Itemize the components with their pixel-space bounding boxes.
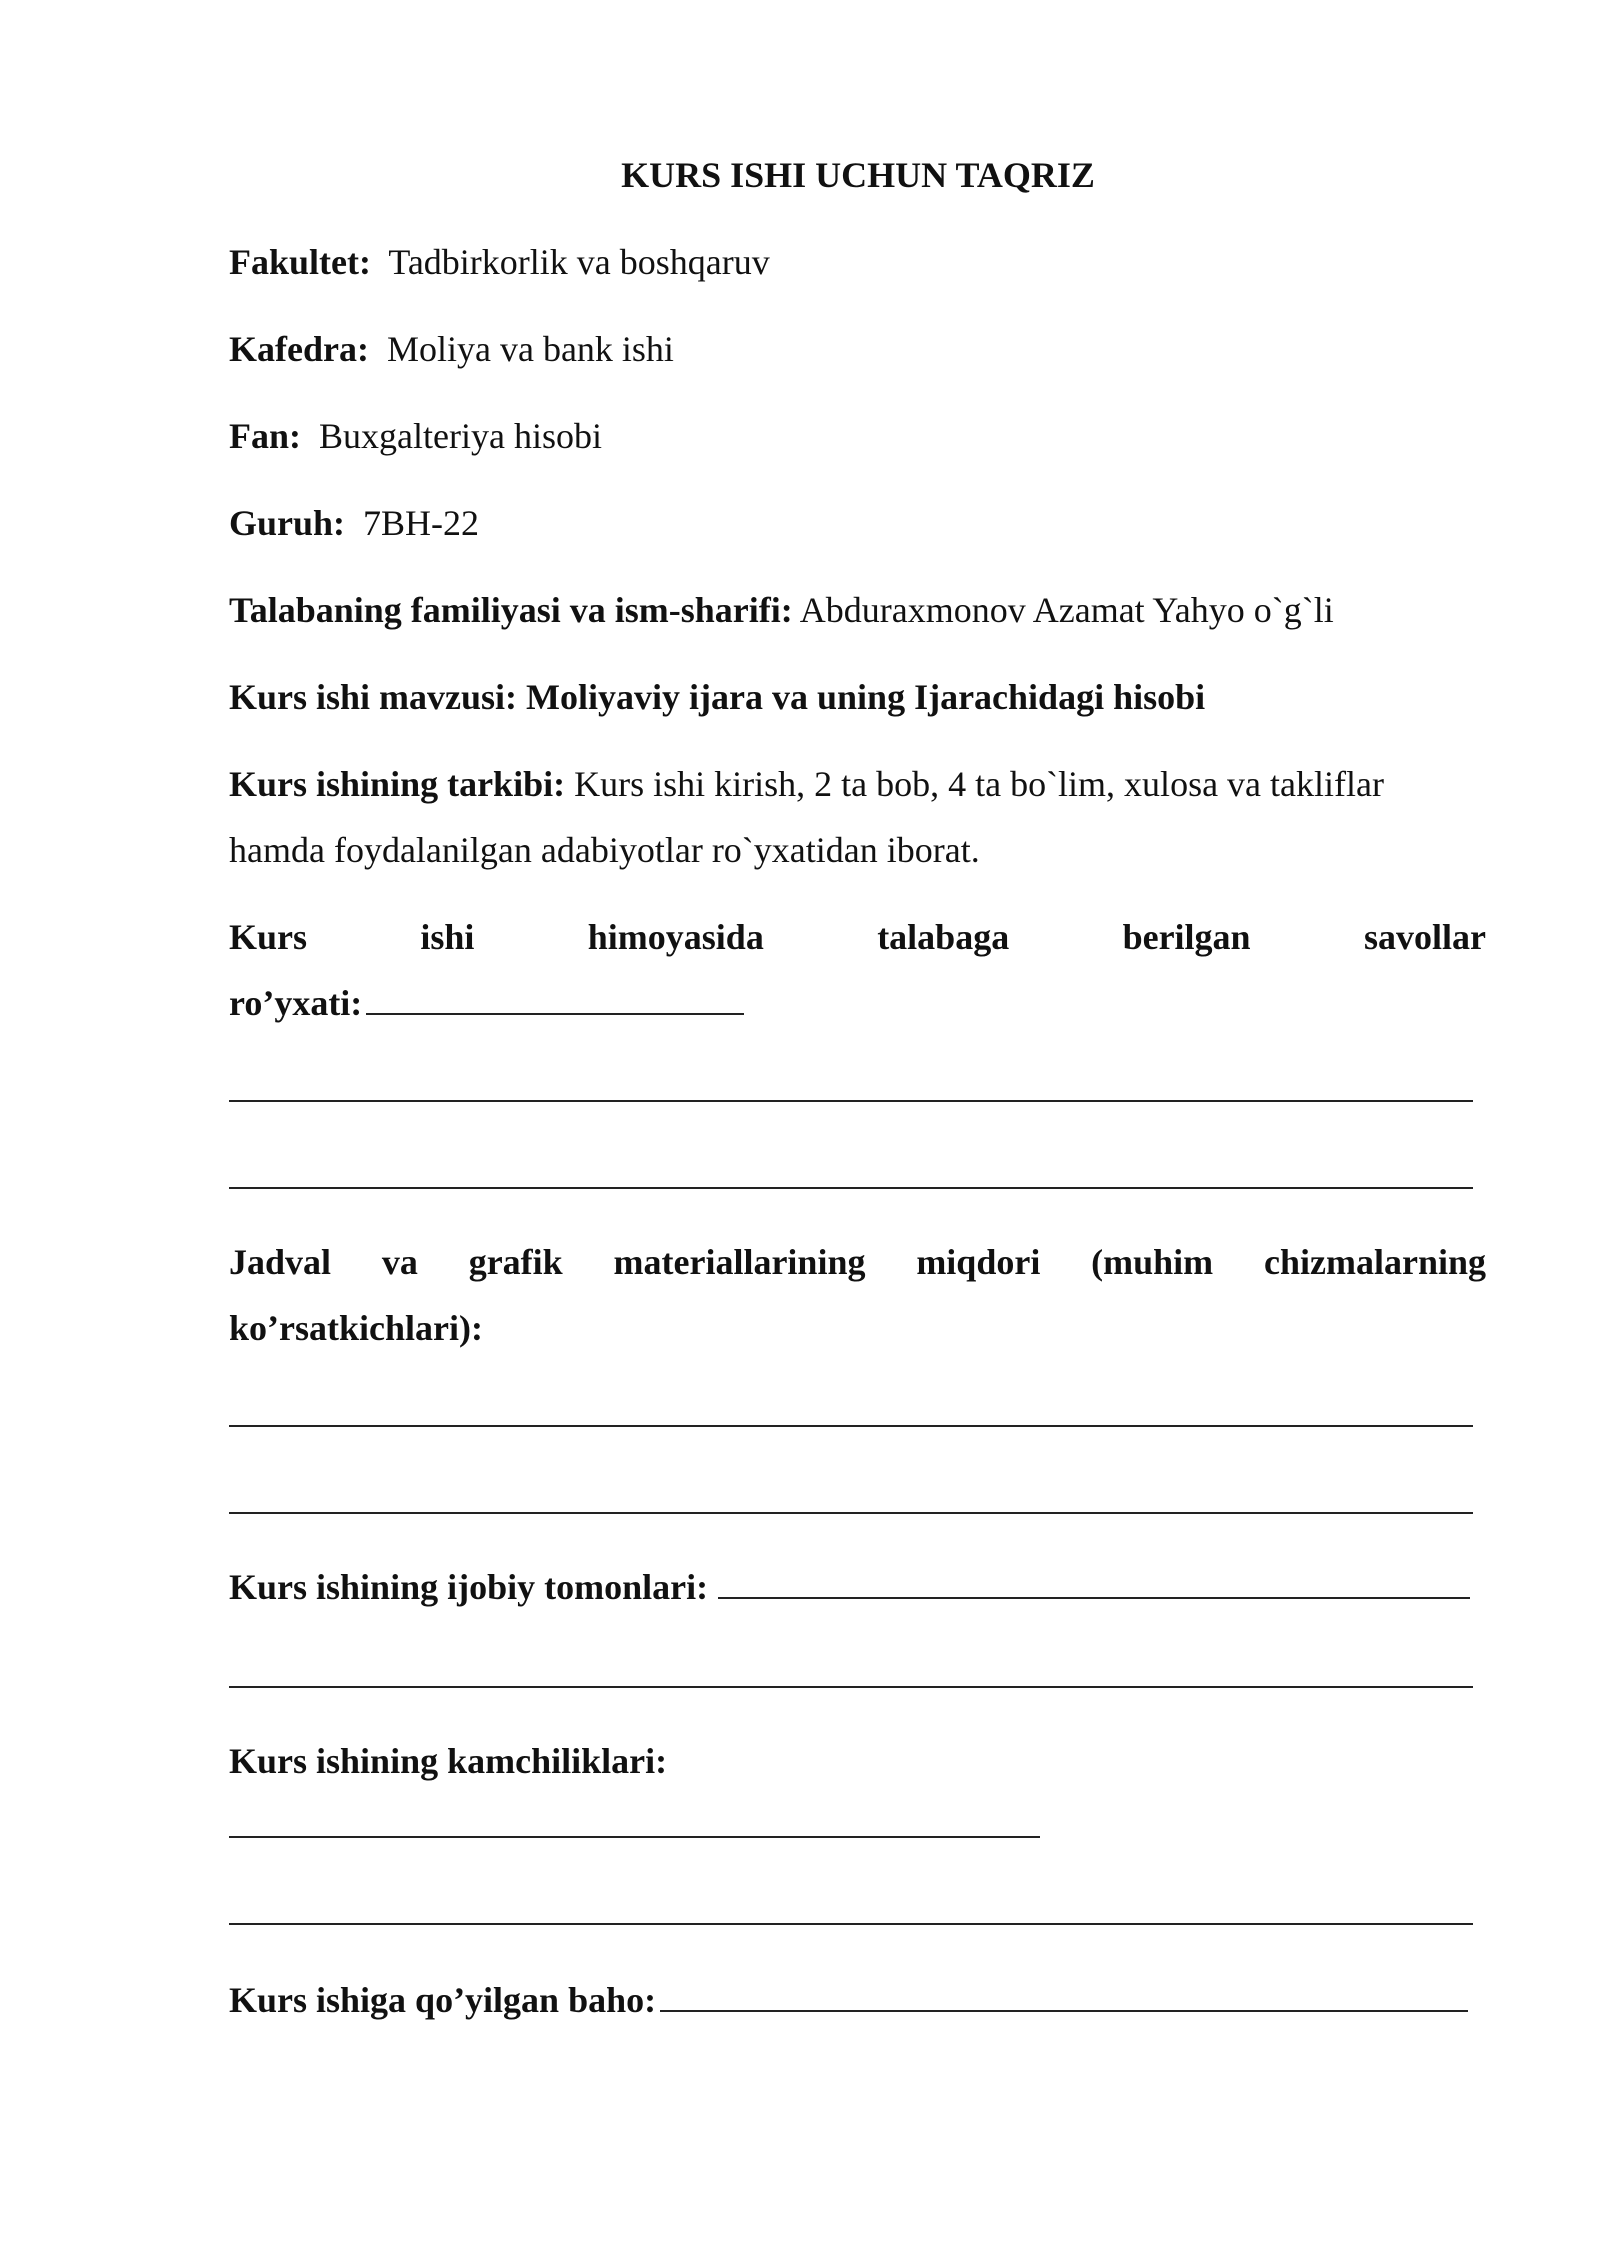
talaba-label: Talabaning familiyasi va ism-sharifi: [229,590,793,630]
jadval-word: Jadval [229,1242,332,1282]
tarkib-value-line1: Kurs ishi kirish, 2 ta bob, 4 ta bo`lim, xulosa va takliflar [574,764,1384,804]
ijobiy-blank-line[interactable] [229,1686,1473,1688]
field-kafedra [229,327,674,371]
guruh-value: 7BH-22 [363,503,480,543]
fan-label: Fan: [229,416,301,456]
document-title: KURS ISHI UCHUN TAQRIZ [621,155,1095,195]
savollar-label-end: ro’yxati: [229,983,363,1023]
field-talaba [229,588,1334,632]
jadval-word: (muhim [1091,1242,1214,1282]
tarkib-value-line2: hamda foydalanilgan adabiyotlar ro`yxatidan iborat. [229,830,980,870]
kamchilik-row [229,1739,667,1783]
field-fan [229,414,602,458]
field-mavzu [229,675,1205,719]
savollar-word: ishi [420,917,475,957]
jadval-blank-line-2[interactable] [229,1512,1473,1514]
jadval-word: miqdori [916,1242,1041,1282]
jadval-word: grafik [468,1242,563,1282]
ijobiy-label: Kurs ishining ijobiy tomonlari: [229,1567,709,1607]
ijobiy-row [229,1565,1470,1609]
jadval-line2 [229,1306,483,1350]
savollar-answer-line[interactable] [366,985,744,1015]
kafedra-label: Kafedra: [229,329,369,369]
kamchilik-answer-line[interactable] [229,1836,1040,1838]
tarkib-continuation [229,828,980,872]
kafedra-value: Moliya va bank ishi [386,329,674,369]
savollar-line2 [229,981,744,1025]
savollar-word: berilgan [1122,917,1251,957]
savollar-word: savollar [1363,917,1486,957]
baho-answer-line[interactable] [660,1982,1468,2012]
jadval-word: chizmalarning [1264,1242,1486,1282]
savollar-heading [229,915,1486,959]
tarkib-label: Kurs ishining tarkibi: [229,764,566,804]
guruh-label: Guruh: [229,503,346,543]
mavzu-label: Kurs ishi mavzusi: [229,677,518,717]
jadval-word: va [381,1242,418,1282]
field-fakultet [229,240,770,284]
mavzu-value: Moliyaviy ijara va uning Ijarachidagi hisobi [526,677,1206,717]
jadval-word: materiallarining [613,1242,866,1282]
jadval-blank-line-1[interactable] [229,1425,1473,1427]
baho-label: Kurs ishiga qo’yilgan baho: [229,1980,657,2020]
savollar-word: himoyasida [587,917,764,957]
field-guruh [229,501,479,545]
jadval-label-end: ko’rsatkichlari): [229,1308,483,1348]
fakultet-label: Fakultet: [229,242,371,282]
jadval-heading [229,1240,1486,1284]
kamchilik-label: Kurs ishining kamchiliklari: [229,1741,668,1781]
savollar-blank-line-1[interactable] [229,1100,1473,1102]
baho-row [229,1978,1468,2022]
savollar-word: Kurs [229,917,308,957]
savollar-word: talabaga [877,917,1010,957]
fakultet-value: Tadbirkorlik va boshqaruv [388,242,770,282]
fan-value: Buxgalteriya hisobi [319,416,602,456]
ijobiy-answer-line[interactable] [718,1569,1470,1599]
talaba-value: Abduraxmonov Azamat Yahyo o`g`li [799,590,1334,630]
field-tarkib [229,762,1384,806]
savollar-blank-line-2[interactable] [229,1187,1473,1189]
kamchilik-blank-line[interactable] [229,1923,1473,1925]
